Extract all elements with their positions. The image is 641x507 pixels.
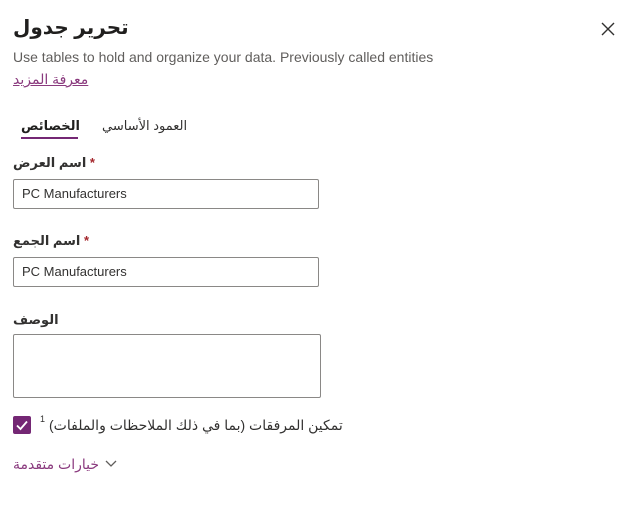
display-name-input[interactable]: PC Manufacturers [13, 179, 319, 209]
plural-name-label-text: اسم الجمع [13, 233, 81, 248]
tab-primary-column[interactable]: العمود الأساسي [102, 118, 188, 133]
description-textarea[interactable] [13, 334, 321, 398]
plural-name-input[interactable]: PC Manufacturers [13, 257, 319, 287]
checkmark-icon [13, 416, 31, 434]
close-icon[interactable] [599, 20, 617, 38]
advanced-options-toggle[interactable]: خيارات متقدمة [13, 456, 100, 472]
tab-properties[interactable]: الخصائص [21, 118, 81, 133]
plural-name-label [13, 232, 89, 250]
display-name-label [13, 154, 95, 172]
required-indicator: * [89, 155, 95, 170]
learn-more-link[interactable]: معرفة المزيد [13, 71, 89, 87]
tab-selected-indicator [21, 137, 78, 139]
enable-attachments-checkbox[interactable] [13, 416, 31, 434]
panel-title: تحرير جدول [13, 17, 129, 39]
description-label: الوصف [13, 312, 59, 327]
display-name-label-text: اسم العرض [13, 155, 87, 170]
chevron-down-icon[interactable] [104, 459, 118, 469]
required-indicator: * [83, 233, 90, 248]
enable-attachments-label: تمكين المرفقات (بما في ذلك الملاحظات والملفات) [49, 417, 343, 433]
panel-description: Use tables to hold and organize your data. Previously called entities [13, 49, 434, 65]
attachments-superscript: 1 [40, 414, 46, 424]
